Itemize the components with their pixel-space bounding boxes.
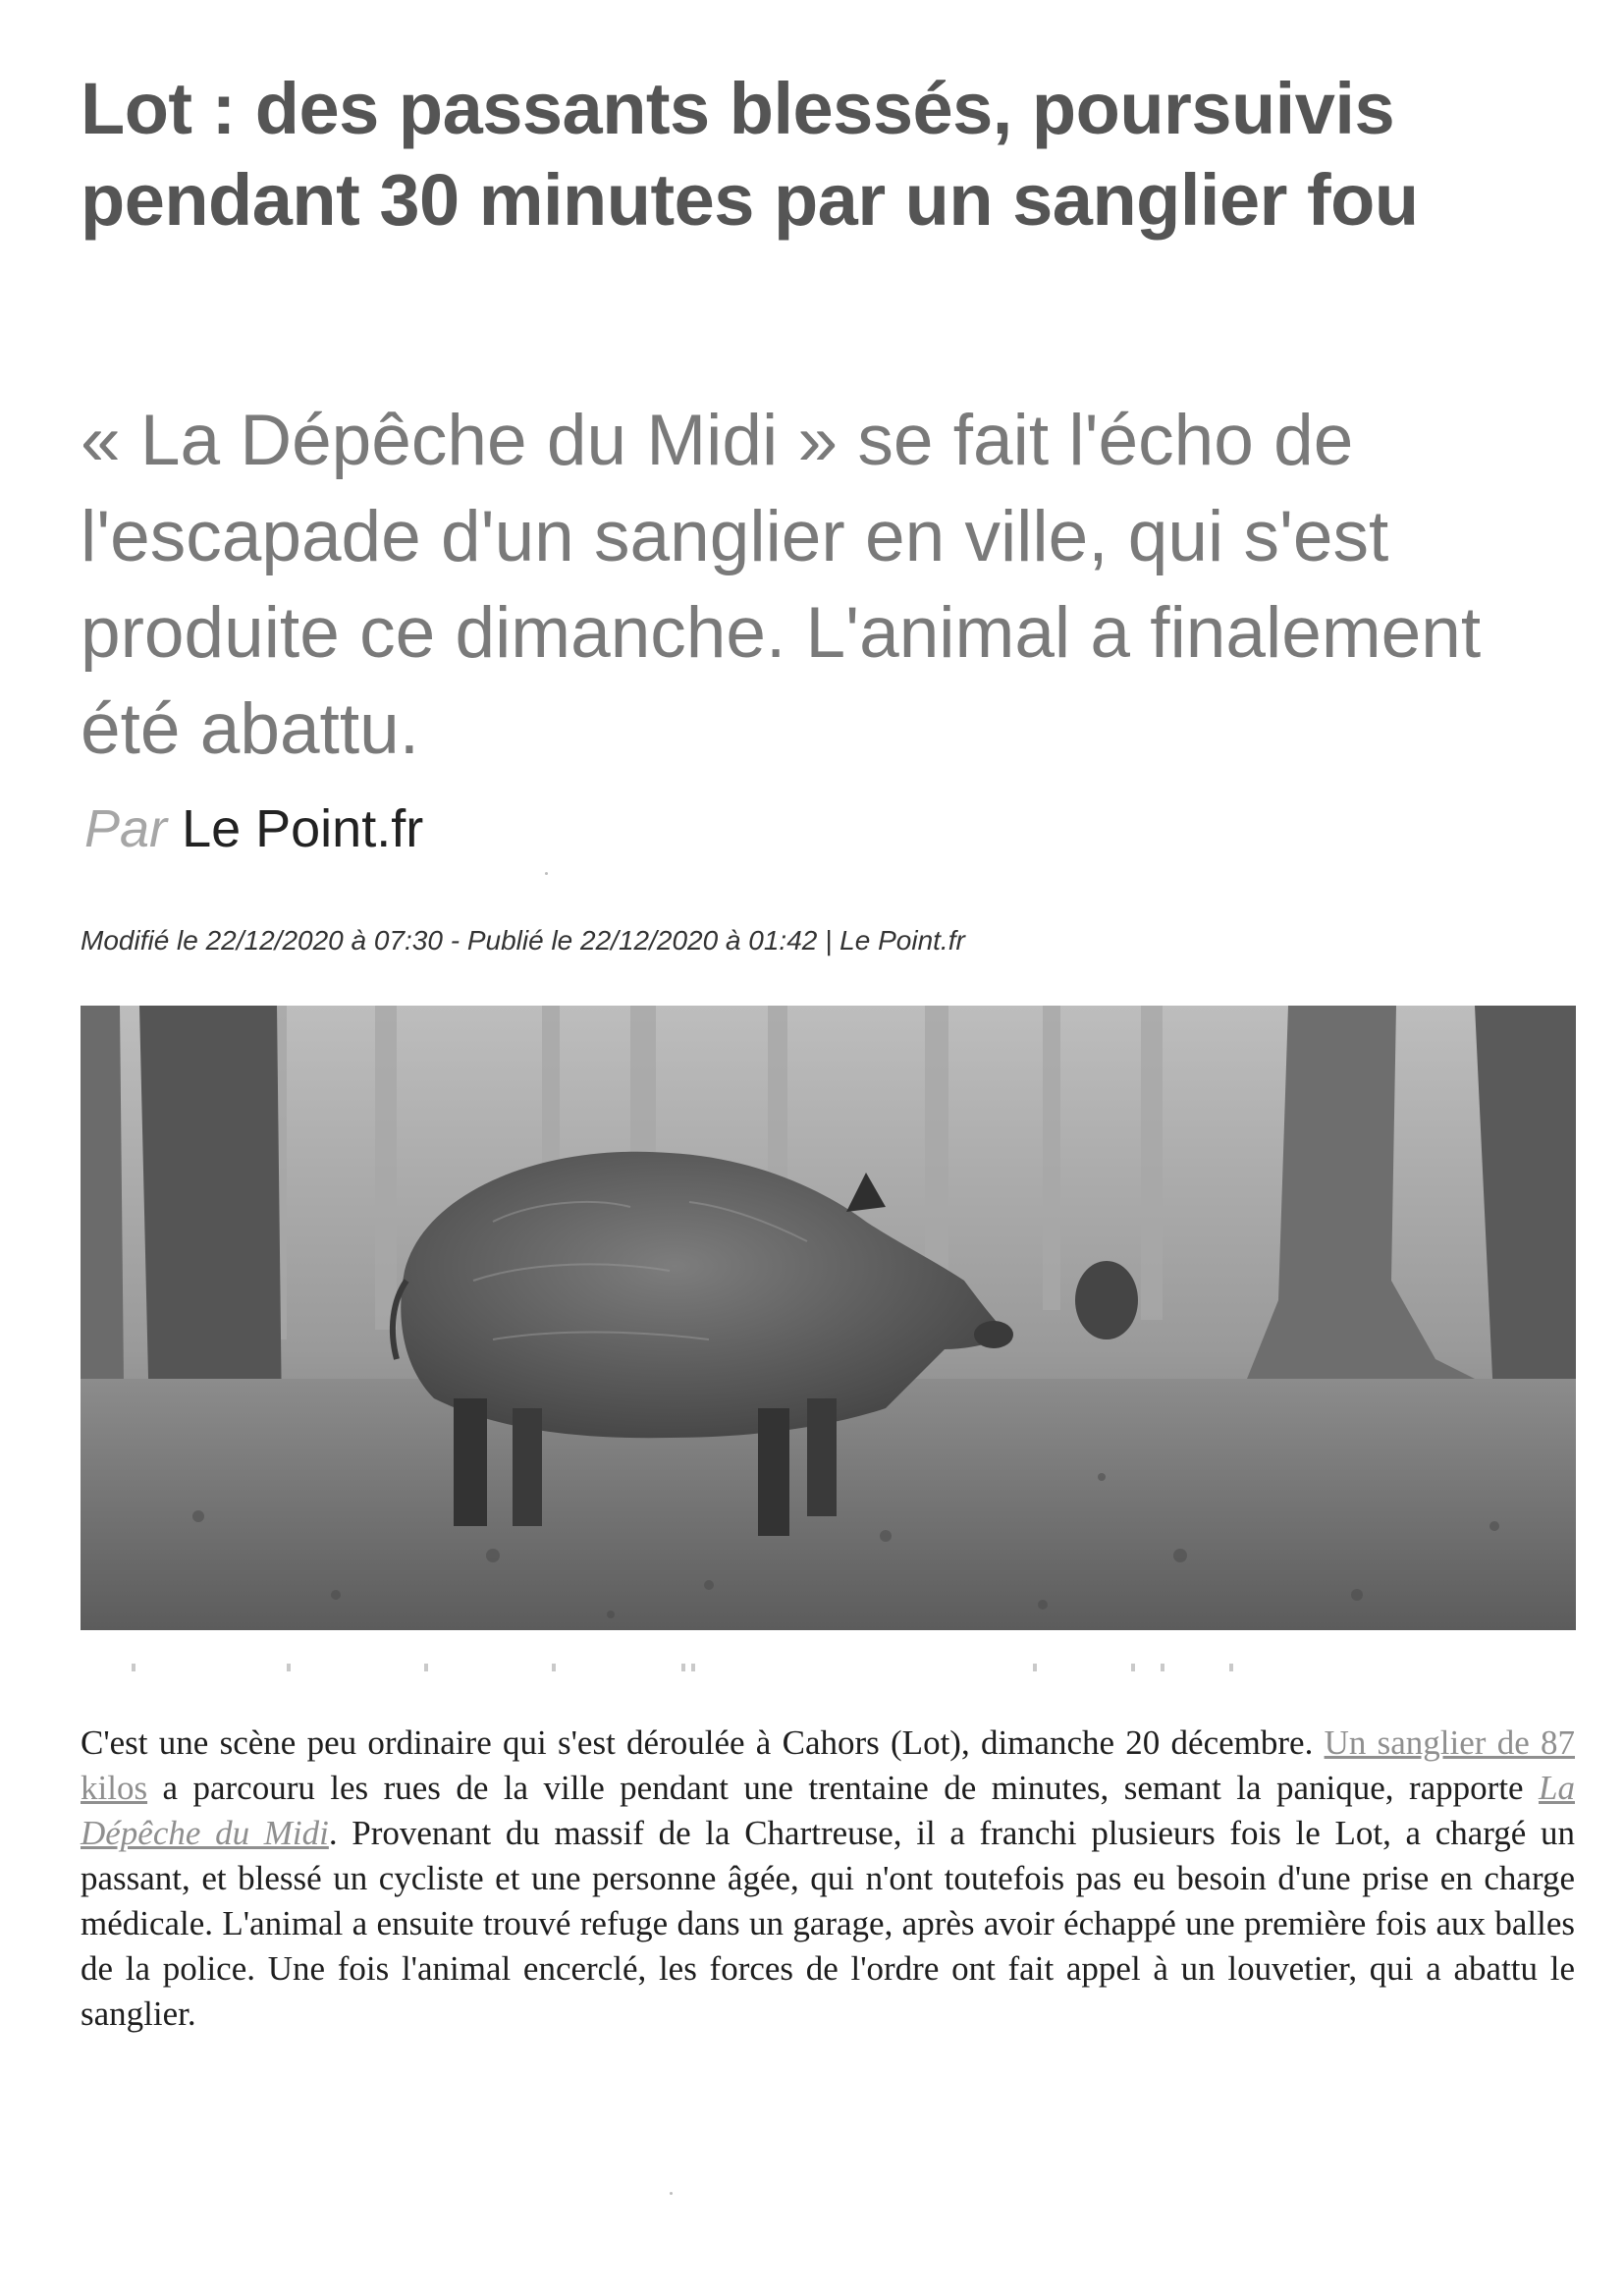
image-caption-remnant <box>81 1660 1576 1673</box>
scan-speck <box>545 872 548 875</box>
depeche-du-midi-link[interactable]: La Dépêche du Midi <box>81 1769 1575 1852</box>
boar-weight-link[interactable]: Un sanglier de 87 kilos <box>81 1723 1576 1807</box>
scan-speck <box>670 2192 673 2195</box>
article-headline: Lot : des passants blessés, poursuivis pendant 30 minutes par un sanglier fou <box>81 68 1419 241</box>
byline-author[interactable]: Le Point.fr <box>182 799 424 858</box>
publication-dates: Modifié le 22/12/2020 à 07:30 - Publié le 22/12/2020 à 01:42 | Le Point.fr <box>81 925 965 956</box>
wild-boar-photo <box>81 1006 1576 1630</box>
body-text-part3: . Provenant du massif de la Chartreuse, il a franchi plusieurs fois le Lot, a chargé un passant, et blessé un cycliste et une personne âgée, qui n'ont toutefois pas eu besoin d'une prise en charge médicale. L'animal a ensuite trouvé refuge dans un garage, après avoir échappé une première fois aux balles de la police. Une fois l'animal encerclé, les forces de l'ordre ont fait appel à un louvetier, qui a abattu le sanglier. <box>81 1814 1575 2033</box>
byline-prefix: Par <box>84 799 168 858</box>
body-text-part2: a parcouru les rues de la ville pendant une trentaine de minutes, semant la panique, rapporte <box>147 1769 1540 1807</box>
body-text-part1: C'est une scène peu ordinaire qui s'est déroulée à Cahors (Lot), dimanche 20 décembre. <box>81 1723 1325 1762</box>
byline <box>84 797 423 860</box>
article-body <box>81 1721 1575 2037</box>
article-standfirst: « La Dépêche du Midi » se fait l'écho de l'escapade d'un sanglier en ville, qui s'est produite ce dimanche. L'animal a finalement été abattu. <box>81 401 1482 769</box>
